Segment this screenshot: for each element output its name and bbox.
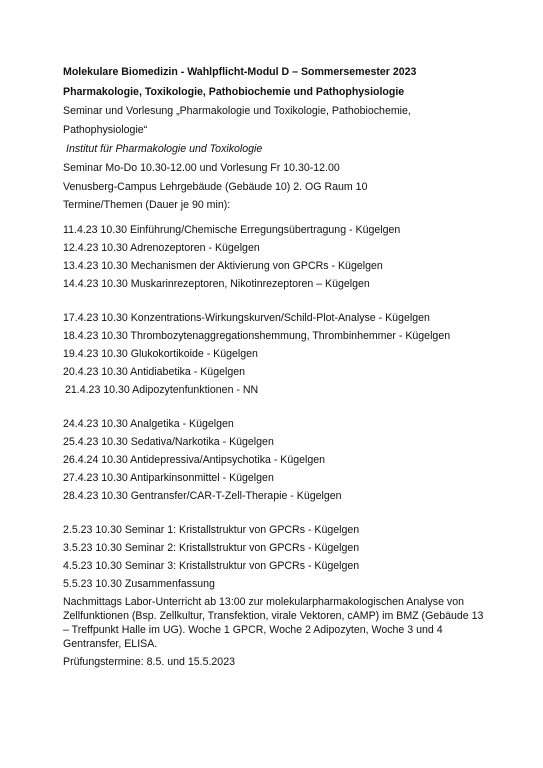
session-item: 11.4.23 10.30 Einführung/Chemische Erregungsübertragung - Kügelgen	[63, 224, 401, 236]
lab-note-line-2: Zellfunktionen (Bsp. Zellkultur, Transfektion, virale Vektoren, cAMP) im BMZ (Gebäude 13	[63, 610, 484, 622]
location-info: Venusberg-Campus Lehrgebäude (Gebäude 10) 2. OG Raum 10	[63, 181, 368, 193]
session-item: 14.4.23 10.30 Muskarinrezeptoren, Nikotinrezeptoren – Kügelgen	[63, 278, 370, 290]
session-item: 12.4.23 10.30 Adrenozeptoren - Kügelgen	[63, 242, 260, 254]
lab-note-line-1: Nachmittags Labor-Unterricht ab 13:00 zur molekularpharmakologischen Analyse von	[63, 596, 465, 608]
exam-dates: Prüfungstermine: 8.5. und 15.5.2023	[63, 656, 235, 668]
lab-note-line-4: Gentransfer, ELISA.	[63, 638, 158, 650]
session-item: 5.5.23 10.30 Zusammenfassung	[63, 578, 215, 590]
schedule-info: Seminar Mo-Do 10.30-12.00 und Vorlesung Fr 10.30-12.00	[63, 162, 340, 174]
topics-heading: Termine/Themen (Dauer je 90 min):	[63, 199, 231, 211]
institute-name: Institut für Pharmakologie und Toxikologie	[66, 143, 263, 155]
session-item: 18.4.23 10.30 Thrombozytenaggregationshemmung, Thrombinhemmer - Kügelgen	[63, 330, 451, 342]
session-item: 3.5.23 10.30 Seminar 2: Kristallstruktur von GPCRs - Kügelgen	[63, 542, 360, 554]
session-item: 4.5.23 10.30 Seminar 3: Kristallstruktur von GPCRs - Kügelgen	[63, 560, 360, 572]
module-title: Molekulare Biomedizin - Wahlpflicht-Modul D – Sommersemester 2023	[63, 66, 417, 78]
session-item: 2.5.23 10.30 Seminar 1: Kristallstruktur von GPCRs - Kügelgen	[63, 524, 360, 536]
course-subtitle: Pharmakologie, Toxikologie, Pathobiochemie und Pathophysiologie	[63, 86, 405, 98]
course-description-line-2: Pathophysiologie“	[63, 124, 148, 136]
lab-note-line-3: – Treffpunkt Halle im UG). Woche 1 GPCR, Woche 2 Adipozyten, Woche 3 und 4	[63, 624, 443, 636]
session-item: 21.4.23 10.30 Adipozytenfunktionen - NN	[65, 384, 259, 396]
session-item: 26.4.24 10.30 Antidepressiva/Antipsychotika - Kügelgen	[63, 454, 326, 466]
session-item: 24.4.23 10.30 Analgetika - Kügelgen	[63, 418, 234, 430]
session-item: 13.4.23 10.30 Mechanismen der Aktivierung von GPCRs - Kügelgen	[63, 260, 383, 272]
session-item: 27.4.23 10.30 Antiparkinsonmittel - Kügelgen	[63, 472, 274, 484]
session-item: 19.4.23 10.30 Glukokortikoide - Kügelgen	[63, 348, 258, 360]
course-description-line-1: Seminar und Vorlesung „Pharmakologie und Toxikologie, Pathobiochemie,	[63, 105, 411, 117]
session-item: 25.4.23 10.30 Sedativa/Narkotika - Kügelgen	[63, 436, 274, 448]
session-item: 20.4.23 10.30 Antidiabetika - Kügelgen	[63, 366, 246, 378]
session-item: 28.4.23 10.30 Gentransfer/CAR-T-Zell-Therapie - Kügelgen	[63, 490, 342, 502]
session-item: 17.4.23 10.30 Konzentrations-Wirkungskurven/Schild-Plot-Analyse - Kügelgen	[63, 312, 430, 324]
